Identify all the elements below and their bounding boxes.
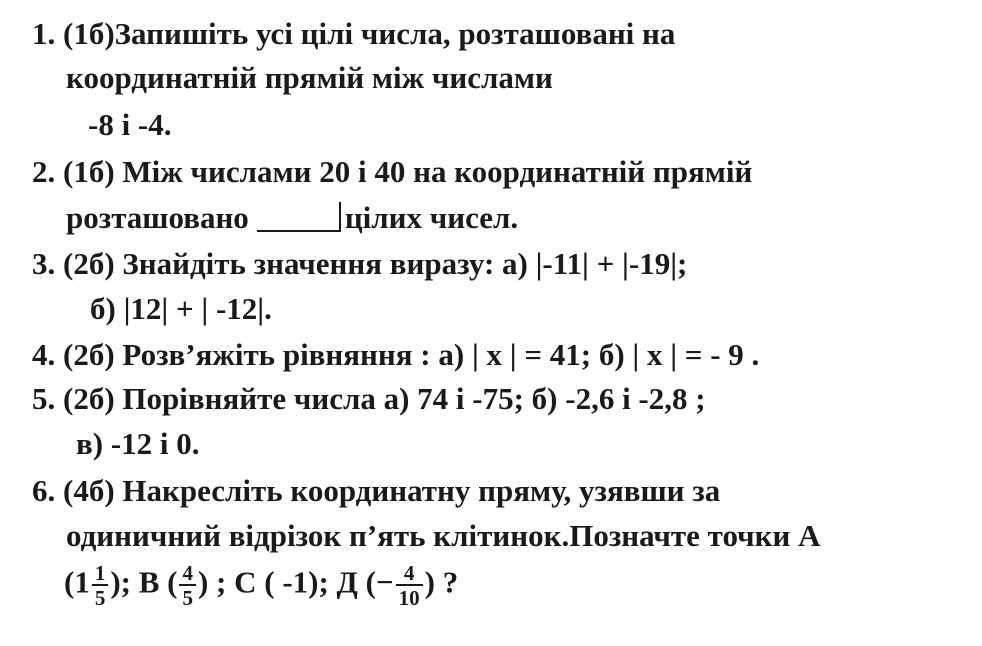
task-1-number: 1. xyxy=(32,16,56,51)
task-2-text-2-post: цілих чисел. xyxy=(344,200,519,235)
task-2-line-1 xyxy=(32,156,752,187)
task-4-text-1: Розв’яжіть рівняння : а) | х | = 41; б) | х | = - 9 . xyxy=(122,337,760,372)
task-6-points: (4б) xyxy=(63,473,115,508)
task-6-points-line xyxy=(64,562,458,609)
point-d-close: ) ? xyxy=(424,564,459,600)
point-a-numerator: 1 xyxy=(94,561,106,585)
task-1-line-1 xyxy=(32,18,675,49)
task-1-line-3: -8 і -4. xyxy=(88,107,172,142)
task-2-points: (1б) xyxy=(63,154,115,189)
task-4-number: 4. xyxy=(32,337,56,372)
task-6-line-2: одиничний відрізок п’ять клітинок.Позначте точки А xyxy=(66,518,821,553)
point-d-numerator: 4 xyxy=(403,561,415,585)
point-a-close: ); В ( xyxy=(110,564,178,600)
point-a-denominator: 5 xyxy=(92,584,109,609)
point-b-numerator: 4 xyxy=(182,561,193,585)
task-5-line-1 xyxy=(32,383,706,414)
task-2-line-2 xyxy=(66,202,518,233)
task-1-line-2: координатній прямій між числами xyxy=(66,60,553,95)
task-3-line-2: б) |12| + | -12|. xyxy=(90,291,272,326)
answer-blank[interactable] xyxy=(257,202,341,232)
point-b-fraction xyxy=(179,562,196,609)
point-b-denominator: 5 xyxy=(179,584,196,609)
task-3-text-1: Знайдіть значення виразу: а) |-11| + |-19|; xyxy=(122,246,688,281)
task-4-points: (2б) xyxy=(63,337,115,372)
point-b-close: ) ; С ( -1); Д (− xyxy=(197,564,394,600)
task-1-points: (1б) xyxy=(63,16,115,51)
task-3-points: (2б) xyxy=(63,246,115,281)
task-6-text-1: Накресліть координатну пряму, узявши за xyxy=(122,473,721,508)
task-4-line-1 xyxy=(32,339,759,370)
task-5-line-2: в) -12 і 0. xyxy=(76,426,200,461)
point-a-fraction xyxy=(92,562,109,609)
task-5-number: 5. xyxy=(32,381,56,416)
task-2-text-1: Між числами 20 і 40 на координатній прямій xyxy=(122,154,753,189)
task-3-line-1 xyxy=(32,248,687,279)
task-1-text-1: Запишіть усі цілі числа, розташовані на xyxy=(114,16,676,51)
task-2-text-2-pre: розташовано xyxy=(66,200,249,235)
task-2-number: 2. xyxy=(32,154,56,189)
point-d-fraction xyxy=(396,562,423,609)
task-5-text-1: Порівняйте числа а) 74 і -75; б) -2,6 і -2,8 ; xyxy=(122,381,706,416)
point-d-denominator: 10 xyxy=(396,584,423,609)
task-6-number: 6. xyxy=(32,473,56,508)
task-3-number: 3. xyxy=(32,246,56,281)
point-a-open: (1 xyxy=(64,564,90,600)
task-6-line-1 xyxy=(32,475,720,506)
task-5-points: (2б) xyxy=(63,381,115,416)
